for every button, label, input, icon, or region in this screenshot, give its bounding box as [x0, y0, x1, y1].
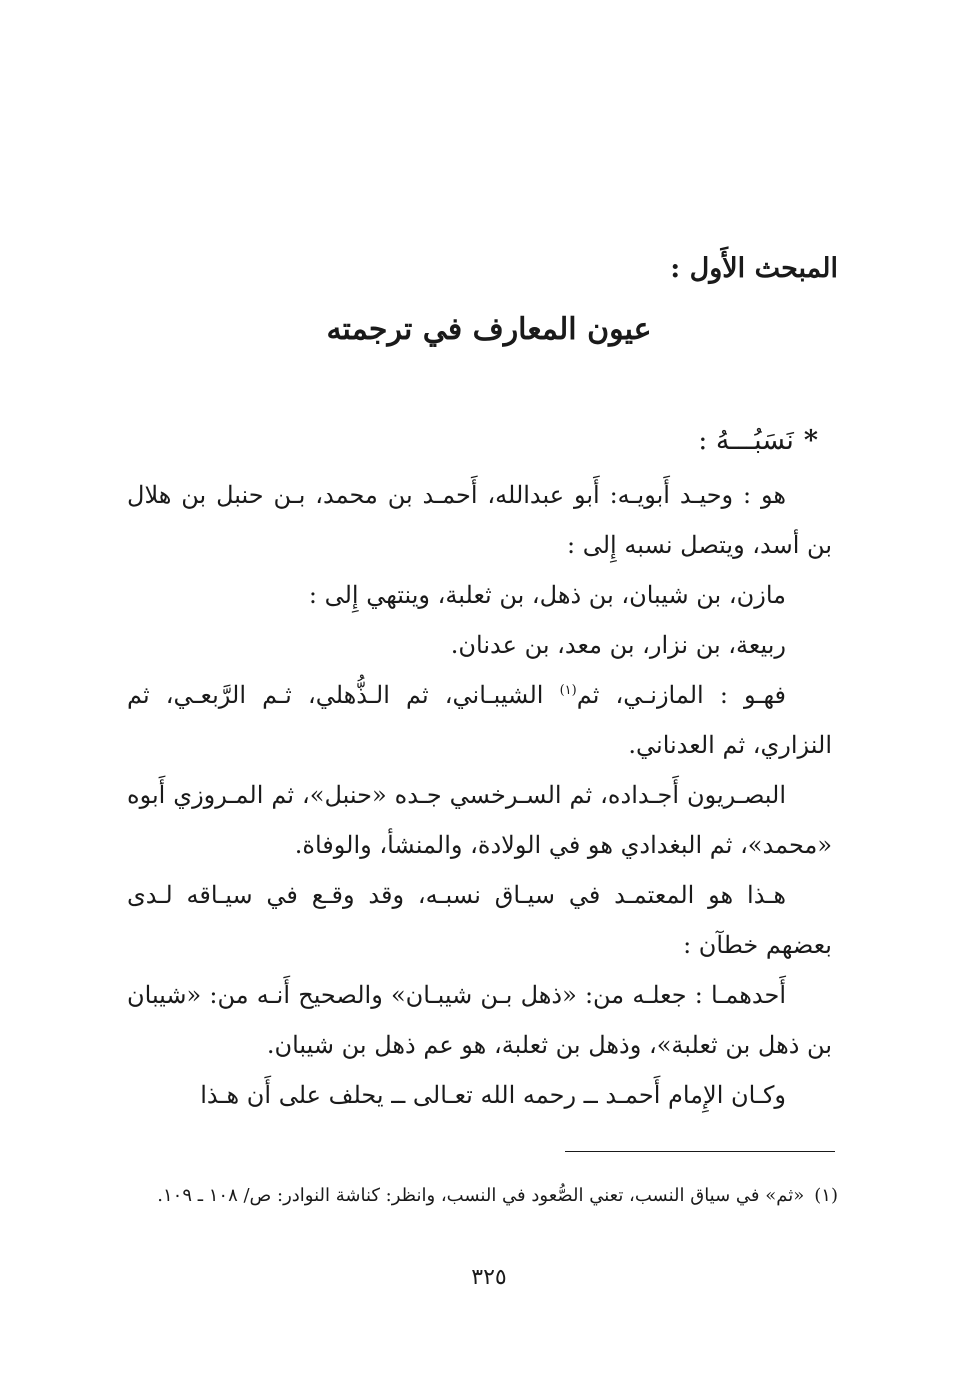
paragraph-nisbas-end: الشيبـاني، ثم الـذُّهلي، ثـم الرَّبعـي، ثم النزاري، ثم العدناني.	[127, 681, 832, 759]
paragraph-oath: وكـان الإِمام أَحمـد ــ رحمه الله تعـالى ــ يحلف على أَن هـذا	[200, 1081, 786, 1109]
paragraph-lineage-intro: هو : وحيـد أَبويـه: أَبو عبدالله، أَحمـد بن محمد، بـن حنبل بن هلال بن أسد، ويتصل نسبه إِلى :	[127, 481, 832, 559]
footnote-marker: (١)	[814, 1185, 838, 1206]
footnote-reference: (١)	[559, 683, 577, 698]
section-label: المبحث الأَول :	[670, 253, 838, 284]
subheading-text: نَسَبُـــهُ :	[698, 425, 794, 456]
paragraph-lineage-rabia: ربيعة، بن نزار، بن معد، بن عدنان.	[450, 631, 786, 659]
page-number: ٣٢٥	[471, 1265, 507, 1290]
paragraph-nisbas-start: فهـو : المازنـي، ثم	[576, 681, 786, 709]
footnote-separator	[565, 1151, 835, 1152]
paragraph-nisbas	[127, 670, 832, 770]
body-text	[127, 470, 832, 1120]
paragraph-lineage-mazin: مازن، بن شيبان، بن ذهل، بن ثعلبة، وينتهي إِلى :	[308, 581, 786, 609]
paragraph-ancestors: البصـريون أَجـداده، ثم السـرخسي جـده «حنبل»، ثم المـروزي أَبوه «محمد»، ثم البغدادي هو في الولادة، والمنشأ، والوفاة.	[127, 781, 832, 859]
chapter-title: عيون المعارف في ترجمته	[326, 312, 652, 347]
subheading	[698, 425, 818, 456]
paragraph-errors-intro: هـذا هو المعتمـد في سيـاق نسبـه، وقد وقـع في سيـاقه لـدى بعضهم خطآن :	[127, 881, 832, 959]
paragraph-first-error: أَحدهمـا : جعلـه من: «ذهل بـن شيبـان» والصحيح أَنـه من: «شيبان بن ذهل بن ثعلبة»، وذهل بن ثعلبة، هو عم ذهل بن شيبان.	[127, 981, 832, 1059]
star-bullet: *	[803, 425, 818, 456]
footnote	[138, 1185, 838, 1206]
footnote-text: «ثم» في سياق النسب، تعني الصُّعود في النسب، وانظر: كناشة النوادر: ص/ ١٠٨ ـ ١٠٩.	[157, 1185, 805, 1206]
